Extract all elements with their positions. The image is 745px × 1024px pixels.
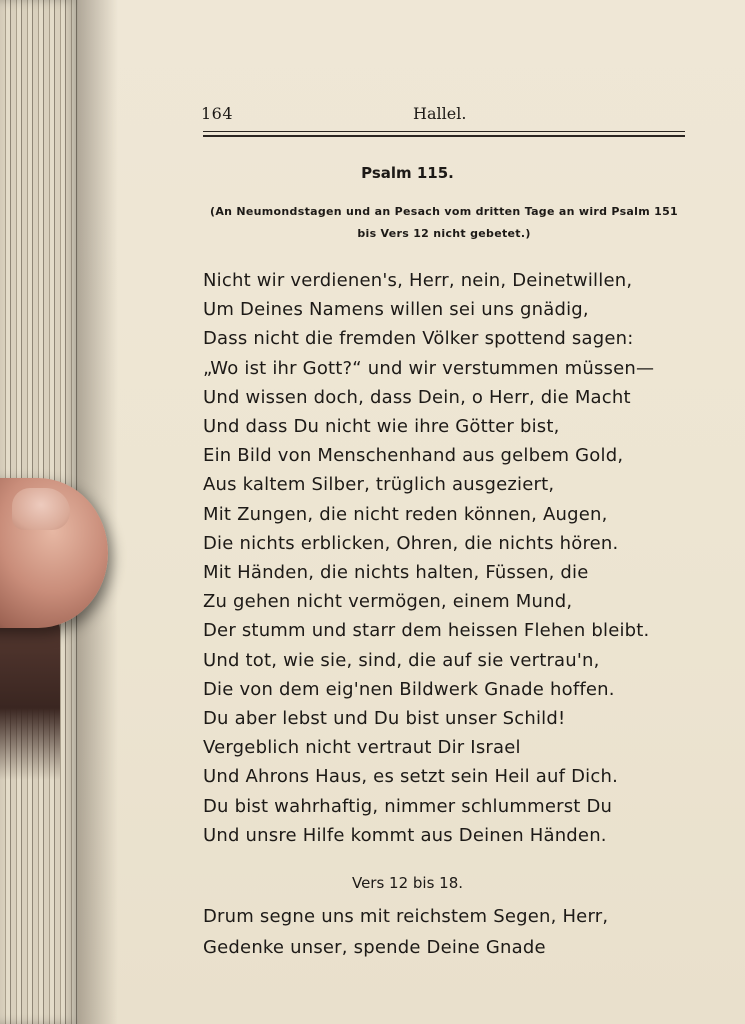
verse-line: Und tot, wie sie, sind, die auf sie vertrau'n, (203, 649, 600, 671)
verse-line: Nicht wir verdienen's, Herr, nein, Deinetwillen, (203, 270, 633, 291)
verse-line: Ein Bild von Menschenhand aus gelbem Gold, (203, 445, 624, 467)
verse-line: Aus kaltem Silber, trüglich ausgeziert, (203, 474, 555, 496)
verse-line: Und unsre Hilfe kommt aus Deinen Händen. (203, 824, 607, 846)
verse-line: Gedenke unser, spende Deine Gnade (203, 937, 546, 958)
verse-line: „Wo ist ihr Gott?“ und wir verstummen müssen— (203, 357, 655, 379)
verse-line: Die nichts erblicken, Ohren, die nichts hören. (203, 532, 619, 554)
verse-line: Die von dem eig'nen Bildwerk Gnade hoffen. (203, 678, 615, 700)
verse-line: Du aber lebst und Du bist unser Schild! (203, 708, 566, 730)
psalm-note-line: (An Neumondstagen und an Pesach vom dritten Tage an wird Psalm 151 (210, 205, 678, 218)
header-rule-top (203, 131, 685, 132)
verse-line: Vergeblich nicht vertraut Dir Israel (203, 737, 521, 759)
verse-list (203, 266, 693, 850)
thumbnail-nail (12, 488, 70, 530)
header-rule-bottom (203, 135, 685, 137)
verse-line: Dass nicht die fremden Völker spottend sagen: (203, 328, 634, 350)
verse-line: Der stumm und starr dem heissen Flehen bleibt. (203, 620, 650, 642)
verse-line: Und dass Du nicht wie ihre Götter bist, (203, 416, 560, 438)
verse-line: Drum segne uns mit reichstem Segen, Herr, (203, 906, 609, 927)
page-number: 164 (201, 104, 234, 123)
verse-line: Zu gehen nicht vermögen, einem Mund, (203, 591, 573, 613)
verse-line: Und Ahrons Haus, es setzt sein Heil auf Dich. (203, 766, 618, 788)
psalm-title: Psalm 115. (361, 164, 454, 182)
verse-line: Du bist wahrhaftig, nimmer schlummerst Du (203, 795, 613, 817)
verse-line: Um Deines Namens willen sei uns gnädig, (203, 299, 589, 321)
verse-line: Mit Händen, die nichts halten, Füssen, die (203, 562, 589, 584)
psalm-note-line: bis Vers 12 nicht gebetet.) (357, 227, 531, 240)
verse-line: Mit Zungen, die nicht reden können, Augen, (203, 503, 608, 525)
psalm-note (198, 201, 690, 245)
verse-line: Und wissen doch, dass Dein, o Herr, die Macht (203, 386, 631, 408)
section-heading: Vers 12 bis 18. (351, 874, 464, 892)
running-title: Hallel. (413, 104, 467, 123)
verse-list-2 (203, 901, 693, 963)
